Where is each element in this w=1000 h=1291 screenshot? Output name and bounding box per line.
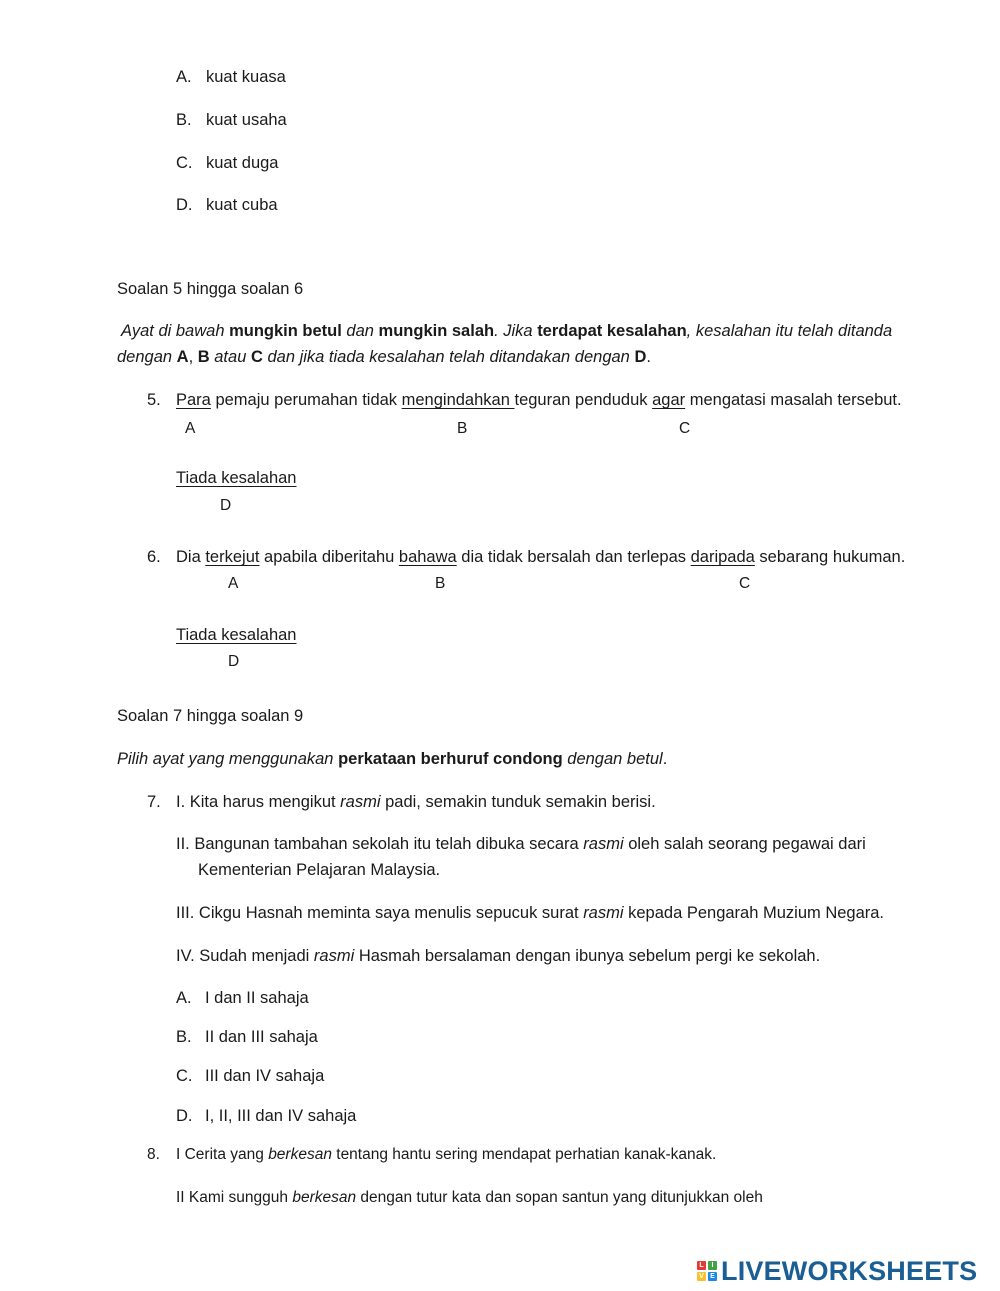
statement-i: I. Kita harus mengikut rasmi padi, semakin tunduk semakin berisi. bbox=[176, 793, 656, 811]
option-c[interactable]: C. kuat duga bbox=[176, 154, 279, 172]
question-number: 5. bbox=[147, 391, 161, 409]
label-d: D bbox=[220, 497, 232, 514]
instruction: Pilih ayat yang menggunakan perkataan berhuruf condong dengan betul. bbox=[117, 750, 668, 768]
label-c: C bbox=[739, 575, 751, 592]
segment-a[interactable]: terkejut bbox=[205, 548, 260, 566]
label-d: D bbox=[228, 653, 240, 670]
section-heading: Soalan 5 hingga soalan 6 bbox=[117, 280, 304, 298]
segment-c[interactable]: daripada bbox=[690, 548, 755, 566]
segment-b[interactable]: mengindahkan bbox=[401, 391, 515, 409]
question-number: 8. bbox=[147, 1146, 160, 1163]
question-5-sentence: Para pemaju perumahan tidak mengindahkan teguran penduduk agar mengatasi masalah tersebut. bbox=[176, 391, 902, 409]
logo-blocks-icon: L I V E bbox=[697, 1261, 717, 1281]
brand-name: LIVEWORKSHEETS bbox=[721, 1255, 978, 1286]
label-a: A bbox=[228, 575, 239, 592]
label-c: C bbox=[679, 420, 691, 437]
label-a: A bbox=[185, 420, 196, 437]
segment-b[interactable]: bahawa bbox=[398, 548, 457, 566]
statement-i: I Cerita yang berkesan tentang hantu sering mendapat perhatian kanak-kanak. bbox=[176, 1146, 717, 1163]
label-b: B bbox=[457, 420, 468, 437]
section-heading: Soalan 7 hingga soalan 9 bbox=[117, 707, 304, 725]
option-d[interactable]: D. kuat cuba bbox=[176, 196, 278, 214]
statement-ii: II. Bangunan tambahan sekolah itu telah dibuka secara rasmi oleh salah seorang pegawai dari bbox=[176, 835, 866, 853]
option-c[interactable]: C. III dan IV sahaja bbox=[176, 1067, 325, 1085]
no-error-option[interactable]: Tiada kesalahan bbox=[176, 469, 297, 487]
option-a[interactable]: A. I dan II sahaja bbox=[176, 989, 309, 1007]
segment-c[interactable]: agar bbox=[652, 391, 686, 409]
question-number: 7. bbox=[147, 793, 161, 811]
question-6-sentence: Dia terkejut apabila diberitahu bahawa dia tidak bersalah dan terlepas daripada sebarang hukuman. bbox=[176, 548, 906, 566]
statement-iv: IV. Sudah menjadi rasmi Hasmah bersalaman dengan ibunya sebelum pergi ke sekolah. bbox=[176, 947, 821, 965]
option-b[interactable]: B. kuat usaha bbox=[176, 111, 287, 129]
label-b: B bbox=[435, 575, 446, 592]
statement-iii: III. Cikgu Hasnah meminta saya menulis sepucuk surat rasmi kepada Pengarah Muzium Negara. bbox=[176, 904, 885, 922]
liveworksheets-logo bbox=[697, 1256, 977, 1286]
statement-ii-continued: Kementerian Pelajaran Malaysia. bbox=[198, 861, 441, 879]
segment-a[interactable]: Para bbox=[176, 391, 211, 409]
statement-ii: II Kami sungguh berkesan dengan tutur kata dan sopan santun yang ditunjukkan oleh bbox=[176, 1189, 763, 1206]
instruction-line-1: Ayat di bawah mungkin betul dan mungkin salah. Jika terdapat kesalahan, kesalahan itu telah ditanda bbox=[121, 322, 893, 340]
instruction-line-2: dengan A, B atau C dan jika tiada kesalahan telah ditandakan dengan D. bbox=[117, 348, 651, 366]
option-b[interactable]: B. II dan III sahaja bbox=[176, 1028, 318, 1046]
question-number: 6. bbox=[147, 548, 161, 566]
no-error-option[interactable]: Tiada kesalahan bbox=[176, 626, 297, 644]
option-d[interactable]: D. I, II, III dan IV sahaja bbox=[176, 1107, 357, 1125]
option-a[interactable]: A. kuat kuasa bbox=[176, 68, 286, 86]
